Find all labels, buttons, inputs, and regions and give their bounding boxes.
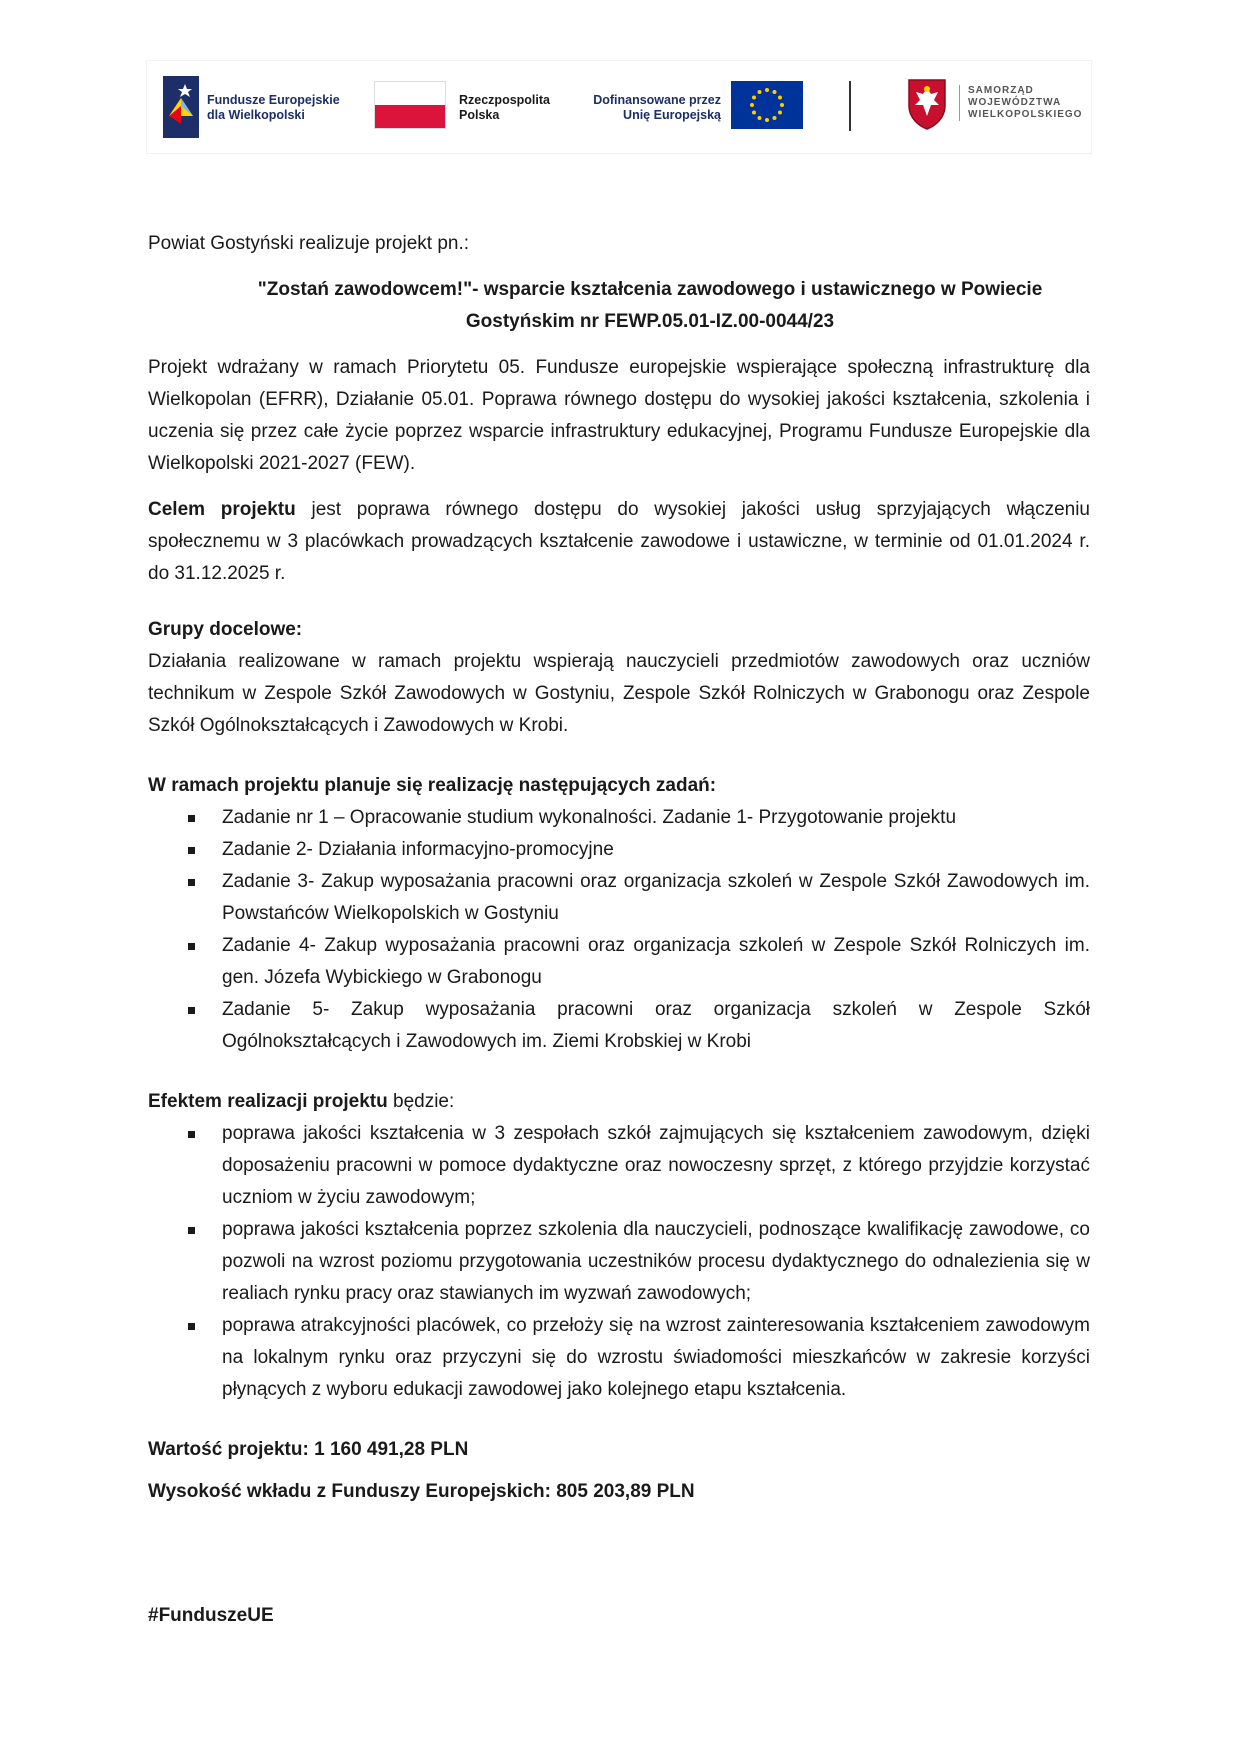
eu-star — [765, 88, 769, 92]
list-item: Zadanie 3- Zakup wyposażania pracowni oraz organizacja szkoleń w Zespole Szkół Zawodowych im. Powstańców Wielkopolskich w Gostyniu — [148, 866, 1090, 930]
document-body — [148, 228, 1090, 1632]
goal-text: jest poprawa równego dostępu do wysokiej jakości usług sprzyjających włączeniu społecznemu w 3 placówkach prowadzących kształcenie zawodowe i ustawiczne, w terminie od 01.01.2024 r. do 31.12.2025 r. — [148, 499, 1090, 584]
list-item: Zadanie 4- Zakup wyposażania pracowni oraz organizacja szkoleń w Zespole Szkół Rolniczych im. gen. Józefa Wybickiego w Grabonogu — [148, 930, 1090, 994]
rp-line-1: Rzeczpospolita — [459, 93, 550, 107]
eu-cofinanced-label — [583, 93, 721, 123]
effects-heading — [148, 1086, 1090, 1118]
intro-text: Powiat Gostyński realizuje projekt pn.: — [148, 233, 470, 254]
fe-line-2: dla Wielkopolski — [207, 108, 305, 122]
tasks-heading: W ramach projektu planuje się realizację następujących zadań: — [148, 775, 717, 796]
effects-list — [148, 1118, 1090, 1406]
wielkopolska-crest-icon — [907, 78, 947, 130]
polish-flag-icon — [374, 81, 446, 129]
effects-suffix: będzie: — [387, 1091, 455, 1112]
eu-star — [750, 103, 754, 107]
eu-star — [773, 116, 777, 120]
goal-label: Celem projektu — [148, 499, 296, 520]
sam-line-1: SAMORZĄD — [968, 85, 1034, 96]
sam-line-3: WIELKOPOLSKIEGO — [968, 109, 1083, 120]
target-groups-heading: Grupy docelowe: — [148, 619, 303, 640]
eu-star — [773, 90, 777, 94]
eu-star — [778, 111, 782, 115]
ue-line-1: Dofinansowane przez — [593, 93, 721, 107]
list-item: poprawa jakości kształcenia poprzez szkolenia dla nauczycieli, podnoszące kwalifikację zawodowe, co pozwoli na wzrost poziomu przygotowania uczestników procesu dydaktycznego do odnalezienia się w realiach rynku pracy oraz stawianych im wyzwań zawodowych; — [148, 1214, 1090, 1310]
eu-star — [752, 96, 756, 100]
eu-star — [780, 103, 784, 107]
eu-star — [758, 90, 762, 94]
eu-contribution: Wysokość wkładu z Funduszy Europejskich: 805 203,89 PLN — [148, 1481, 695, 1502]
logo-bar — [146, 60, 1092, 154]
project-value: Wartość projektu: 1 160 491,28 PLN — [148, 1439, 469, 1460]
eu-star — [752, 111, 756, 115]
tasks-list — [148, 802, 1090, 1058]
rzeczpospolita-label — [459, 93, 550, 123]
fundusze-europejskie-label — [207, 93, 340, 123]
samorzad-label — [959, 85, 1082, 121]
fundusze-europejskie-logo-icon — [163, 76, 199, 138]
eu-star — [758, 116, 762, 120]
sam-line-2: WOJEWÓDZTWA — [968, 97, 1062, 108]
eu-star — [765, 118, 769, 122]
ue-line-2: Unię Europejską — [623, 108, 721, 122]
goal-paragraph — [148, 494, 1090, 590]
hashtag: #FunduszeUE — [148, 1605, 274, 1626]
logo-separator — [849, 81, 851, 131]
priority-paragraph: Projekt wdrażany w ramach Priorytetu 05. Fundusze europejskie wspierające społeczną infrastrukturę dla Wielkopolan (EFRR), Działanie 05.01. Poprawa równego dostępu do wysokiej jakości kształcenia, szkolenia i uczenia się przez całe życie poprzez wsparcie infrastruktury edukacyjnej, Programu Fundusze Europejskie dla Wielkopolski 2021-2027 (FEW). — [148, 357, 1090, 474]
eu-star — [778, 96, 782, 100]
effects-label: Efektem realizacji projektu — [148, 1091, 388, 1112]
list-item: Zadanie nr 1 – Opracowanie studium wykonalności. Zadanie 1- Przygotowanie projektu — [148, 802, 1090, 834]
rp-line-2: Polska — [459, 108, 500, 122]
eu-flag-icon — [731, 81, 803, 129]
fe-line-1: Fundusze Europejskie — [207, 93, 340, 107]
list-item: Zadanie 5- Zakup wyposażania pracowni oraz organizacja szkoleń w Zespole Szkół Ogólnokształcących i Zawodowych im. Ziemi Krobskiej w Krobi — [148, 994, 1090, 1058]
target-groups-text: Działania realizowane w ramach projektu wspierają nauczycieli przedmiotów zawodowych oraz uczniów technikum w Zespole Szkół Zawodowych w Gostyniu, Zespole Szkół Rolniczych w Grabonogu oraz Zespole Szkół Ogólnokształcących i Zawodowych w Krobi. — [148, 651, 1090, 736]
list-item: poprawa jakości kształcenia w 3 zespołach szkół zajmujących się kształceniem zawodowym, dzięki doposażeniu pracowni w pomoce dydaktyczne oraz nowoczesny sprzęt, z którego przyjdzie korzystać uczniom w życiu zawodowym; — [148, 1118, 1090, 1214]
list-item: poprawa atrakcyjności placówek, co przełoży się na wzrost zainteresowania kształceniem zawodowym na lokalnym rynku oraz przyczyni się do wzrostu świadomości mieszkańców w zakresie korzyści płynących z wyboru edukacji zawodowej jako kolejnego etapu kształcenia. — [148, 1310, 1090, 1406]
project-title: "Zostań zawodowcem!"- wsparcie kształcenia zawodowego i ustawicznego w Powiecie Gostyńskim nr FEWP.05.01-IZ.00-0044/23 — [257, 279, 1043, 332]
list-item: Zadanie 2- Działania informacyjno-promocyjne — [148, 834, 1090, 866]
